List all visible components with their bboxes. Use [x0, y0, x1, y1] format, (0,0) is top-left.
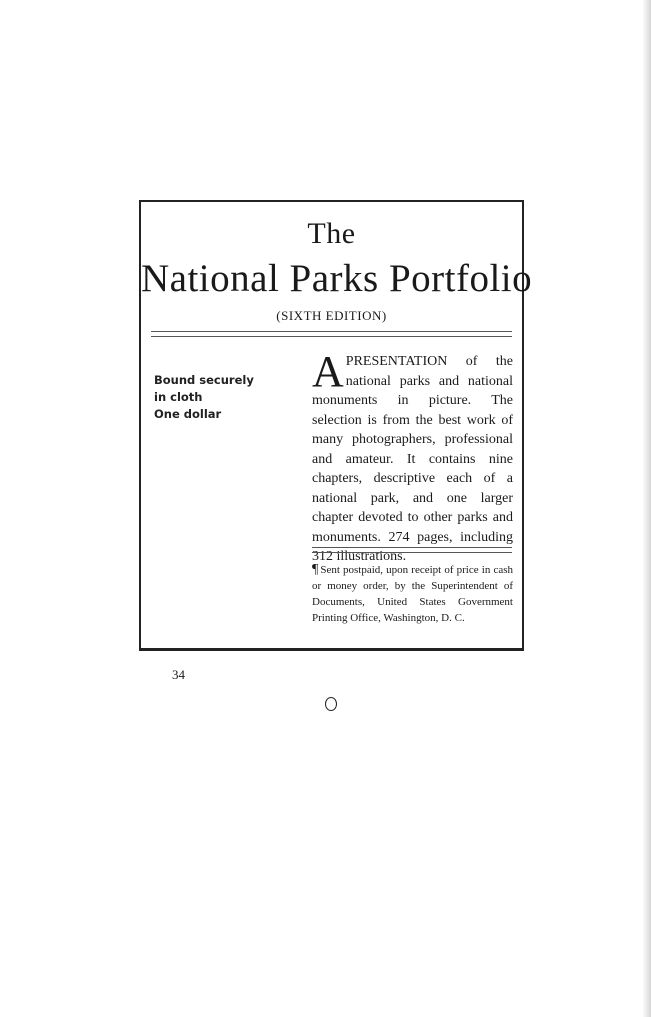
title-line-1: The — [307, 217, 356, 250]
side-note-line-3: One dollar — [154, 407, 222, 421]
advertisement-box — [139, 200, 533, 651]
paragraph-mark-icon: ¶ — [312, 562, 319, 577]
double-rule-top — [151, 331, 512, 337]
notice-text: Sent postpaid, upon receipt of price in cash or money order, by the Superintendent of Documents, United States Government Printing Office, Washington, D. C. — [312, 564, 513, 624]
page-number: 34 — [172, 667, 185, 682]
side-note-line-2: in cloth — [154, 390, 203, 404]
title-line-2: National Parks Portfolio — [141, 257, 533, 300]
binding-price-note — [154, 372, 254, 423]
side-note-line-1: Bound securely — [154, 373, 254, 387]
circle-ornament-icon — [325, 697, 337, 711]
page-edge-shadow — [642, 0, 651, 1017]
drop-cap: A — [312, 347, 344, 396]
edition-label: (SIXTH EDITION) — [276, 308, 387, 323]
double-rule-middle — [312, 547, 512, 553]
description-paragraph — [312, 347, 513, 567]
shipping-notice — [312, 562, 513, 626]
description-text: PRESENTATION of the national parks and national monuments in picture. The selection is from the best work of many photographers, professional and amateur. It contains nine chapters, descriptive each of a national park, and one larger chapter devoted to other parks and monuments. 274 pages, including 312 illustrations. — [312, 354, 513, 564]
